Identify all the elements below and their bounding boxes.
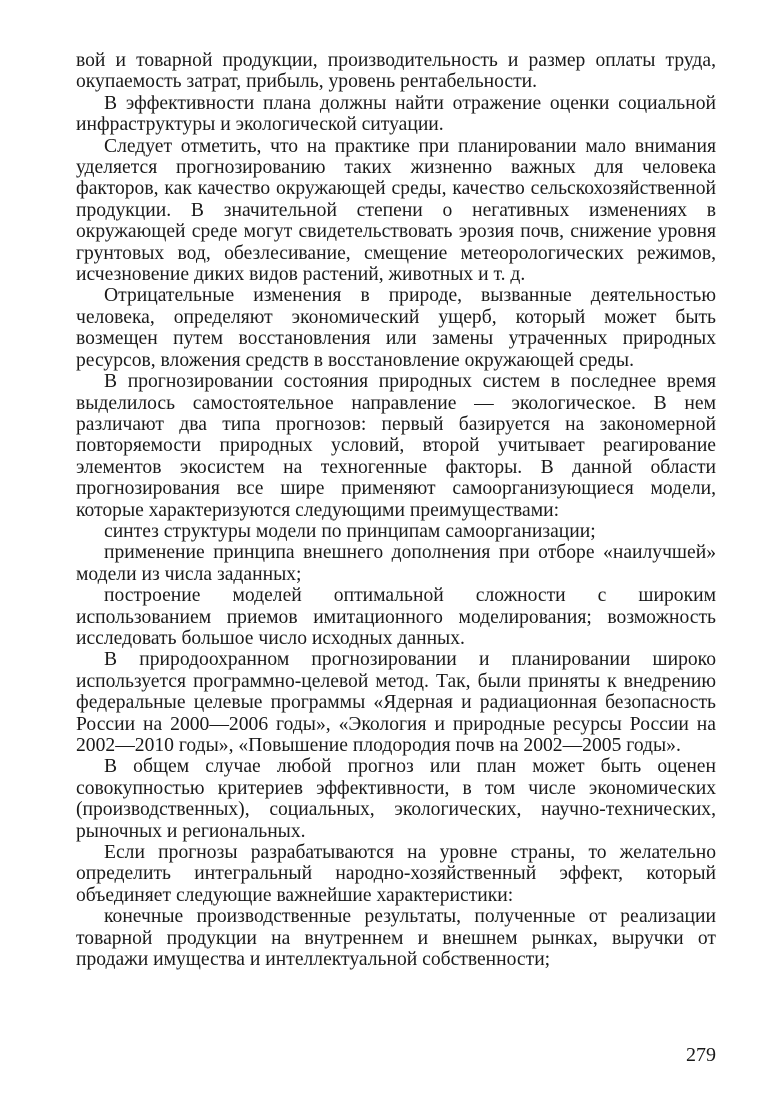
list-item-3: построение моделей оптимальной сложности с широким использованием приемов имитационного моделирования; возможность исследовать большое число исходных данных. (76, 585, 716, 649)
list-item-1: синтез структуры модели по принципам самоорганизации; (104, 520, 596, 542)
paragraph-2: В эффективности плана должны найти отражение оценки социальной инфраструктуры и экологической ситуации. (76, 92, 716, 136)
paragraph-8: Если прогнозы разрабатываются на уровне страны, то желательно определить интегральный народно-хозяйственный эффект, который объединяет следующие важнейшие характеристики: (76, 842, 716, 906)
page-number: 279 (686, 1044, 716, 1066)
paragraph-4: Отрицательные изменения в природе, вызванные деятельностью человека, определяют экономический ущерб, который может быть возмещен путем восстановления или замены утраченных природных ресурсов, вложения средств в восстановление окружающей среды. (76, 285, 716, 371)
paragraph-1: вой и товарной продукции, производительность и размер оплаты труда, окупаемость затрат, прибыль, уровень рентабельности. (76, 50, 716, 93)
list-item-2: применение принципа внешнего дополнения при отборе «наилучшей» модели из числа заданных; (76, 542, 716, 585)
paragraph-3: Следует отметить, что на практике при планировании мало внимания уделяется прогнозированию таких жизненно важных для человека факторов, как качество окружающей среды, качество сельскохозяйственной продукции. В значительной степени о негативных изменениях в окружающей среде могут свидетельствовать эрозия почв, снижение уровня грунтовых вод, обезлесивание, смещение метеорологических режимов, исчезновение диких видов растений, животных и т. д. (76, 135, 716, 286)
list-item-4: конечные производственные результаты, полученные от реализации товарной продукции на внутреннем и внешнем рынках, выручки от продажи имущества и интеллектуальной собственности; (76, 906, 716, 971)
paragraph-6: В природоохранном прогнозировании и планировании широко используется программно-целевой метод. Так, были приняты к внедрению федеральные целевые программы «Ядерная и радиационная безопасность России на 2000—2006 годы», «Экология и природные ресурсы России на 2002—2010 годы», «Повышение плодородия почв на 2002—2005 годы». (76, 649, 716, 756)
paragraph-7: В общем случае любой прогноз или план может быть оценен совокупностью критериев эффективности, в том числе экономических (производственных), социальных, экологических, научно-технических, рыночных и региональных. (76, 756, 716, 842)
page-body (76, 50, 716, 970)
paragraph-5: В прогнозировании состояния природных систем в последнее время выделилось самостоятельное направление — экологическое. В нем различают два типа прогнозов: первый базируется на закономерной повторяемости природных условий, второй учитывает реагирование элементов экосистем на техногенные факторы. В данной области прогнозирования все шире применяют самоорганизующиеся модели, которые характеризуются следующими преимуществами: (76, 371, 716, 521)
